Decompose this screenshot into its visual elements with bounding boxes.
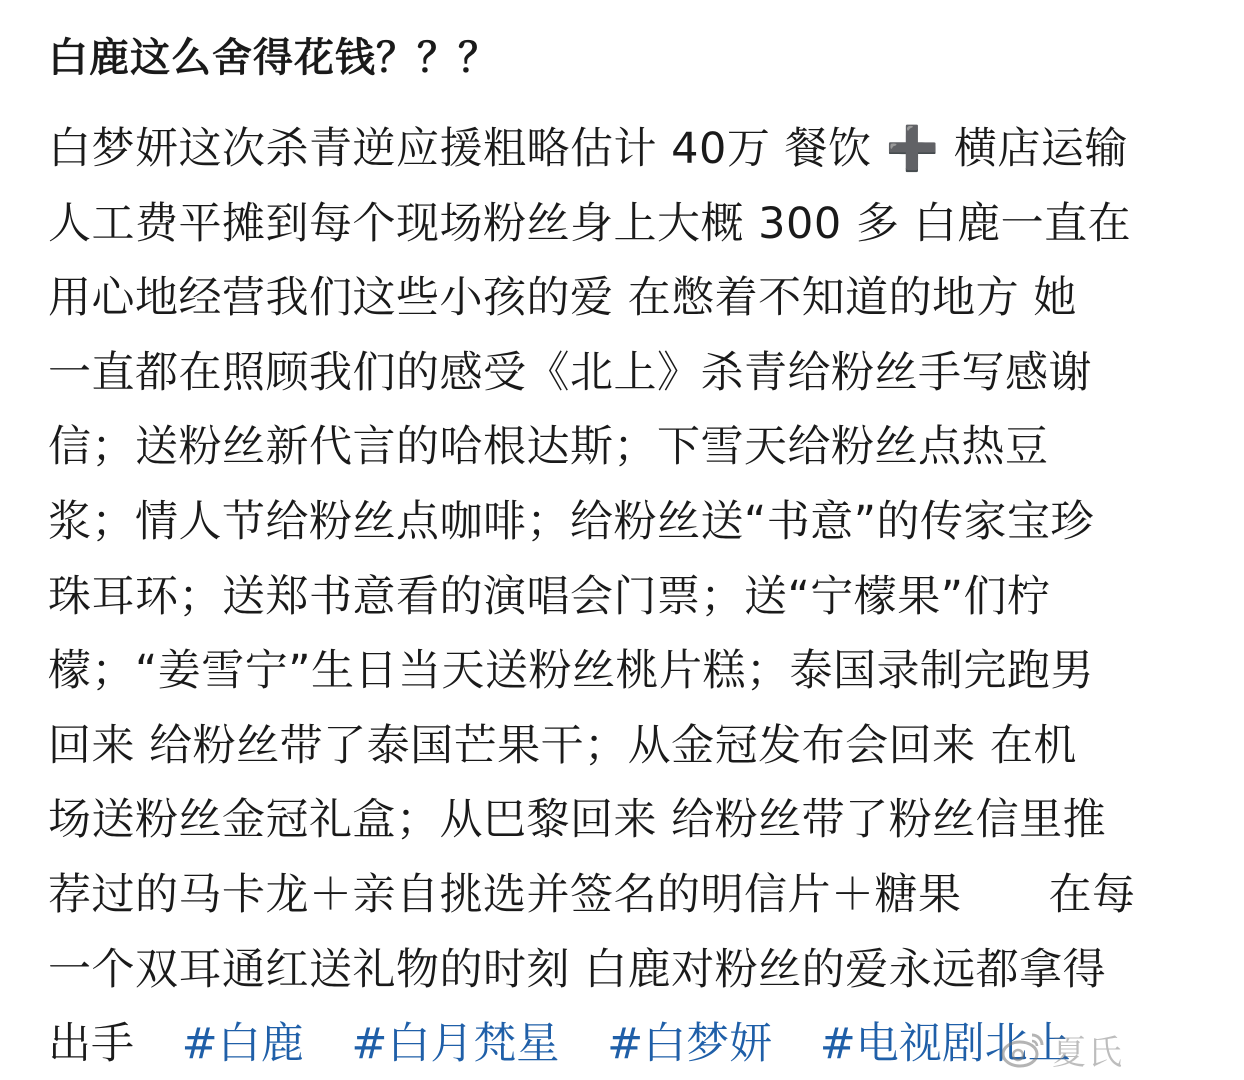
hashtag-baiyuefanxing[interactable]: #白月梵星 (351, 1019, 560, 1070)
post-text-line: 回来 给粉丝带了泰国芒果干；从金冠发布会回来 在机 (48, 720, 1077, 771)
watermark-author: 夏氏 (1052, 1032, 1124, 1073)
post-text-line: 浆；情人节给粉丝点咖啡；给粉丝送“书意”的传家宝珍 (48, 496, 1095, 547)
post-text-line: 珠耳环；送郑书意看的演唱会门票；送“宁檬果”们柠 (48, 571, 1051, 622)
post-text-line: 场送粉丝金冠礼盒；从巴黎回来 给粉丝带了粉丝信里推 (48, 795, 1107, 846)
post-text-line: 一直都在照顾我们的感受《北上》杀青给粉丝手写感谢 (48, 347, 1092, 398)
post-text-line: 荐过的马卡龙＋亲自挑选并签名的明信片＋糖果 在每 (48, 869, 1136, 920)
post-text-line: 信；送粉丝新代言的哈根达斯；下雪天给粉丝点热豆 (48, 422, 1049, 473)
post-text-line: 檬；“姜雪宁”生日当天送粉丝桃片糕；泰国录制完跑男 (48, 646, 1095, 697)
post-text-line: 人工费平摊到每个现场粉丝身上大概 300 多 白鹿一直在 (48, 198, 1132, 249)
post-text-line: 用心地经营我们这些小孩的爱 在憋着不知道的地方 她 (48, 273, 1077, 324)
post-text-tail: 出手 (48, 1019, 134, 1070)
post-title: 白鹿这么舍得花钱？？？ (48, 35, 499, 81)
weibo-watermark (1000, 1024, 1200, 1074)
hashtag-tv-beishang[interactable]: #电视剧北上 (819, 1019, 1071, 1070)
post-text-line: 白梦妍这次杀青逆应援粗略估计 40万 餐饮 ➕ 横店运输 (48, 124, 1128, 174)
post-body (48, 112, 1208, 1080)
hashtag-baimengyan[interactable]: #白梦妍 (607, 1019, 773, 1070)
weibo-logo-icon (1000, 1029, 1046, 1069)
post-text-line: 一个双耳通红送礼物的时刻 白鹿对粉丝的爱永远都拿得 (48, 944, 1107, 995)
hashtag-bailu[interactable]: #白鹿 (181, 1019, 304, 1070)
